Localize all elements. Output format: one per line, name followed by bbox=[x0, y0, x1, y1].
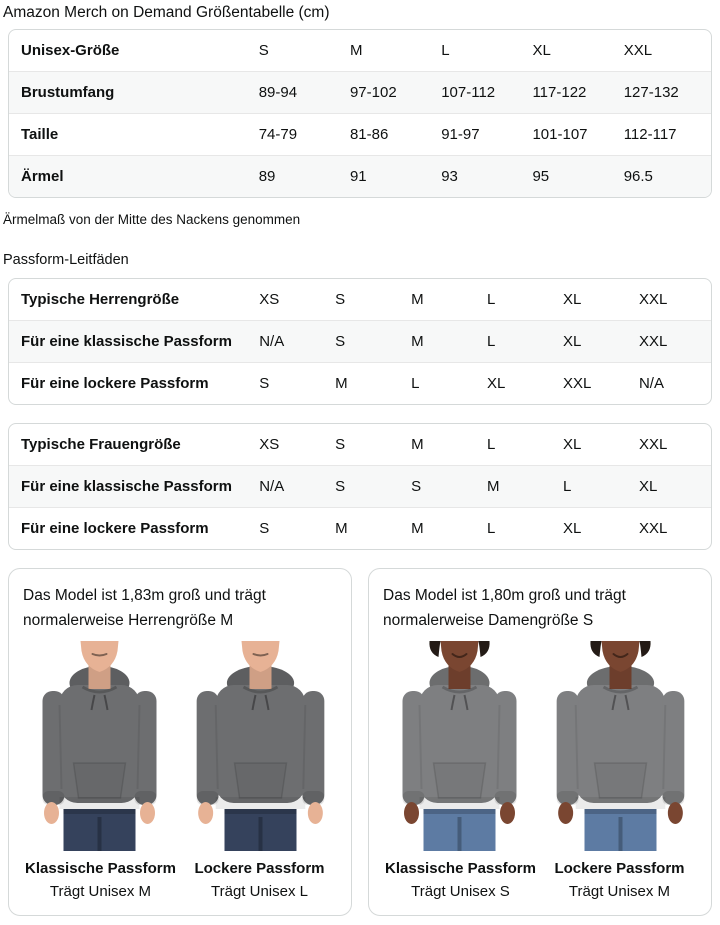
size-value: S bbox=[407, 466, 483, 508]
size-value: XS bbox=[259, 436, 280, 453]
size-value: L bbox=[407, 363, 483, 405]
model-photo-loose-fit bbox=[542, 641, 699, 851]
size-value: XL bbox=[483, 363, 559, 405]
size-value: N/A bbox=[255, 466, 331, 508]
size-value: 101-107 bbox=[528, 114, 619, 156]
fit-guide-row bbox=[9, 466, 711, 508]
size-table-row bbox=[9, 72, 711, 114]
model-photo-classic-fit bbox=[21, 641, 178, 851]
size-value: 89-94 bbox=[255, 72, 346, 114]
size-value: 89 bbox=[255, 156, 346, 198]
caption-classic-fit bbox=[21, 857, 180, 903]
size-value: M bbox=[411, 291, 424, 308]
size-value: M bbox=[407, 321, 483, 363]
size-value: 117-122 bbox=[528, 72, 619, 114]
fit-label: Lockere Passform bbox=[194, 860, 325, 877]
size-value: S bbox=[331, 466, 407, 508]
size-col-header: XL bbox=[532, 42, 551, 59]
fit-label: Klassische Passform bbox=[25, 860, 176, 877]
fit-guides-heading: Passform-Leitfäden bbox=[3, 252, 129, 268]
size-value: 127-132 bbox=[620, 72, 711, 114]
size-col-header: S bbox=[258, 42, 269, 59]
size-value: XS bbox=[259, 291, 280, 308]
model-description: Das Model ist 1,80m groß und trägt normalerweise Damengröße S bbox=[383, 587, 626, 629]
size-value: L bbox=[559, 466, 635, 508]
size-value: N/A bbox=[635, 363, 711, 405]
size-value: XXL bbox=[638, 436, 668, 453]
size-value: 81-86 bbox=[346, 114, 437, 156]
fit-guide-row bbox=[9, 508, 711, 550]
size-value: S bbox=[255, 508, 331, 550]
caption-classic-fit bbox=[381, 857, 540, 903]
worn-size-label: Trägt Unisex M bbox=[49, 883, 152, 900]
size-value: S bbox=[335, 436, 346, 453]
row-label: Ärmel bbox=[9, 156, 255, 198]
sleeve-measure-note: Ärmelmaß von der Mitte des Nackens genommen bbox=[3, 212, 301, 227]
size-value: L bbox=[487, 291, 496, 308]
size-value: 95 bbox=[528, 156, 619, 198]
size-value: 107-112 bbox=[437, 72, 528, 114]
model-cards bbox=[8, 568, 712, 916]
size-value: S bbox=[335, 291, 346, 308]
size-value: L bbox=[483, 508, 559, 550]
size-value: XXL bbox=[559, 363, 635, 405]
size-value: N/A bbox=[255, 321, 331, 363]
size-value: XL bbox=[559, 321, 635, 363]
size-table-row bbox=[9, 114, 711, 156]
model-photos bbox=[381, 641, 699, 851]
fit-guide-table-men bbox=[8, 278, 712, 405]
size-value: L bbox=[487, 436, 496, 453]
size-value: 97-102 bbox=[346, 72, 437, 114]
size-value: 93 bbox=[437, 156, 528, 198]
size-value: S bbox=[331, 321, 407, 363]
caption-loose-fit bbox=[180, 857, 339, 903]
row-label: Für eine lockere Passform bbox=[9, 508, 255, 550]
fit-label: Lockere Passform bbox=[554, 860, 685, 877]
photo-captions bbox=[381, 857, 699, 903]
model-photo-classic-fit bbox=[381, 641, 538, 851]
size-value: XL bbox=[563, 291, 582, 308]
fit-guide-row bbox=[9, 424, 711, 466]
size-value: 74-79 bbox=[255, 114, 346, 156]
size-value: 91 bbox=[346, 156, 437, 198]
model-card-women bbox=[368, 568, 712, 916]
fit-guide-row bbox=[9, 321, 711, 363]
photo-captions bbox=[21, 857, 339, 903]
row-label: Für eine lockere Passform bbox=[9, 363, 255, 405]
size-value: 91-97 bbox=[437, 114, 528, 156]
size-value: 112-117 bbox=[620, 114, 711, 156]
worn-size-label: Trägt Unisex M bbox=[568, 883, 671, 900]
row-label: Taille bbox=[9, 114, 255, 156]
row-label: Brustumfang bbox=[9, 72, 255, 114]
size-col-header: M bbox=[349, 42, 363, 59]
row-label: Typische Herrengröße bbox=[21, 291, 180, 308]
fit-guide-row bbox=[9, 363, 711, 405]
size-table-header-row bbox=[9, 30, 711, 72]
size-value: M bbox=[483, 466, 559, 508]
model-photo-loose-fit bbox=[182, 641, 339, 851]
size-value: S bbox=[255, 363, 331, 405]
size-value: XXL bbox=[638, 291, 668, 308]
row-label: Typische Frauengröße bbox=[21, 436, 181, 453]
row-label: Für eine klassische Passform bbox=[9, 466, 255, 508]
fit-guide-row bbox=[9, 279, 711, 321]
model-card-men bbox=[8, 568, 352, 916]
size-value: M bbox=[331, 508, 407, 550]
size-value: XL bbox=[559, 508, 635, 550]
size-value: XL bbox=[563, 436, 582, 453]
caption-loose-fit bbox=[540, 857, 699, 903]
size-value: M bbox=[411, 436, 424, 453]
size-col-header: XXL bbox=[623, 42, 653, 59]
worn-size-label: Trägt Unisex S bbox=[411, 883, 510, 900]
model-description: Das Model ist 1,83m groß und trägt normalerweise Herrengröße M bbox=[23, 587, 266, 629]
fit-guide-table-women bbox=[8, 423, 712, 550]
size-value: 96.5 bbox=[620, 156, 711, 198]
size-value: XL bbox=[635, 466, 711, 508]
fit-label: Klassische Passform bbox=[385, 860, 536, 877]
row-label: Für eine klassische Passform bbox=[9, 321, 255, 363]
size-table bbox=[8, 29, 712, 198]
page-title: Amazon Merch on Demand Größentabelle (cm) bbox=[3, 4, 330, 21]
size-value: M bbox=[331, 363, 407, 405]
worn-size-label: Trägt Unisex L bbox=[211, 883, 308, 900]
size-col-header: L bbox=[441, 42, 450, 59]
row-label: Unisex-Größe bbox=[21, 42, 120, 59]
model-photos bbox=[21, 641, 339, 851]
size-table-row bbox=[9, 156, 711, 198]
size-value: XXL bbox=[635, 321, 711, 363]
size-value: M bbox=[407, 508, 483, 550]
size-value: L bbox=[483, 321, 559, 363]
size-value: XXL bbox=[635, 508, 711, 550]
